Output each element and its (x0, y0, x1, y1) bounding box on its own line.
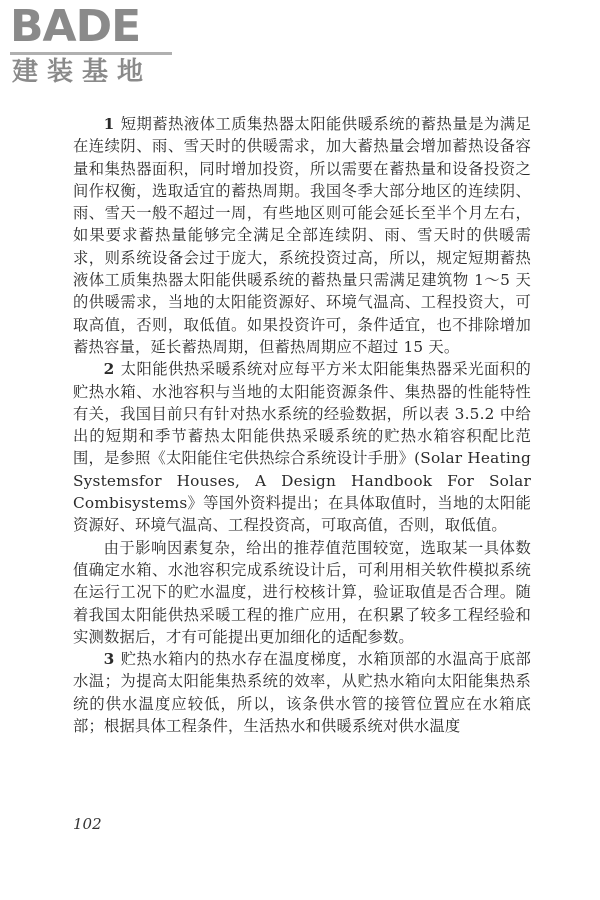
paragraph-text: 贮热水箱内的热水存在温度梯度，水箱顶部的水温高于底部水温；为提高太阳能集热系统的效率，从贮热水箱向太阳能集热系统的供水温度应较低，所以，该条供水管的接管位置应在水箱底部；根据具体工程条件，生活热水和供暖系统对供水温度 (73, 650, 531, 736)
logo-wordmark: BADE (10, 1, 141, 52)
page-number: 102 (73, 815, 102, 833)
paragraph-text: 太阳能供热采暖系统对应每平方米太阳能集热器采光面积的贮热水箱、水池容积与当地的太阳能资源条件、集热器的性能特性有关，我国目前只有针对热水系统的经验数据，所以表 3.5.2 中给出的短期和季节蓄热太阳能供热采暖系统的贮热水箱容积配比范围，是参照《太阳能住宅供热综合系统设计手册》(Solar Heating Systemsfor Houses, A Design Handbook For Solar Combisystems》等国外资料提出；在具体取值时，当地的太阳能资源好、环境气温高、工程投资高，可取高值，否则，取低值。 (73, 360, 531, 535)
paragraph-number: 2 (103, 360, 115, 379)
logo-divider (10, 52, 172, 55)
paragraph-1 (73, 113, 531, 358)
paragraph-text: 短期蓄热液体工质集热器太阳能供暖系统的蓄热量是为满足在连续阴、雨、雪天时的供暖需求，加大蓄热量会增加蓄热设备容量和集热器面积，同时增加投资，所以需要在蓄热量和设备投资之间作权衡，选取适宜的蓄热周期。我国冬季大部分地区的连续阴、雨、雪天一般不超过一周，有些地区则可能会延长至半个月左右，如果要求蓄热量能够完全满足全部连续阴、雨、雪天时的供暖需求，则系统设备会过于庞大，系统投资过高，所以，规定短期蓄热液体工质集热器太阳能供暖系统的蓄热量只需满足建筑物 1～5 天的供暖需求，当地的太阳能资源好、环境气温高、工程投资大，可取高值，否则，取低值。如果投资许可，条件适宜，也不排除增加蓄热容量，延长蓄热周期，但蓄热周期应不超过 15 天。 (73, 115, 531, 356)
paragraph-number: 1 (103, 115, 115, 133)
paragraph-2-continued (73, 537, 531, 648)
paragraph-text: 由于影响因素复杂，给出的推荐值范围较宽，选取某一具体数值确定水箱、水池容积完成系统设计后，可利用相关软件模拟系统在运行工况下的贮水温度，进行校核计算，验证取值是否合理。随着我国太阳能供热采暖工程的推广应用，在积累了较多工程经验和实测数据后，才有可能提出更加细化的适配参数。 (73, 538, 531, 646)
document-body (73, 113, 531, 737)
logo-subtitle: 建装基地 (12, 57, 153, 87)
paragraph-2 (73, 358, 531, 536)
bade-logo (10, 1, 172, 87)
paragraph-number: 3 (103, 650, 115, 669)
paragraph-3 (73, 648, 531, 737)
